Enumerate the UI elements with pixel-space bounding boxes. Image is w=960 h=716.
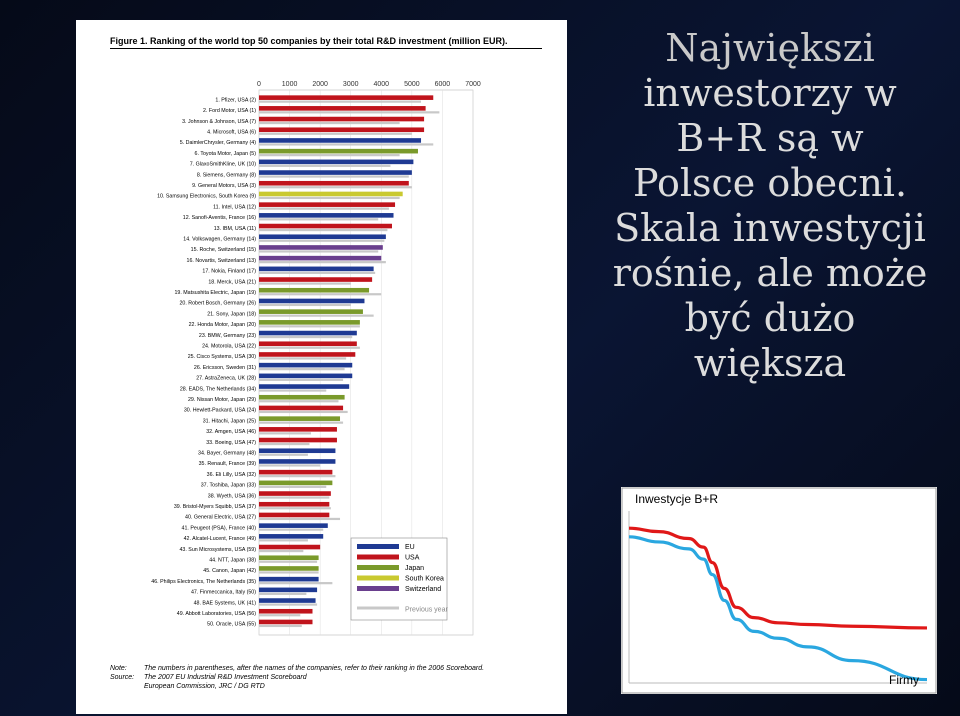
bar (259, 224, 392, 229)
category-label: 35. Renault, France (39) (198, 461, 256, 468)
bar-previous-year (259, 593, 306, 595)
category-label: 43. Sun Microsystems, USA (59) (179, 546, 256, 553)
bar-previous-year (259, 304, 351, 306)
bar (259, 127, 424, 132)
category-label: 20. Robert Bosch, Germany (26) (179, 300, 256, 307)
mini-chart-xlabel: Firmy (889, 673, 919, 687)
bar-previous-year (259, 389, 326, 391)
slide-title-line: być dużo (684, 296, 856, 340)
category-label: 18. Merck, USA (21) (208, 279, 256, 286)
bar (259, 427, 337, 432)
bar-previous-year (259, 293, 381, 295)
category-label: 49. Abbott Laboratories, USA (56) (176, 610, 256, 617)
bar-previous-year (259, 539, 308, 541)
bar-previous-year (259, 496, 329, 498)
bar-previous-year (259, 218, 378, 220)
slide-title-line: większa (693, 341, 847, 385)
legend-label: South Korea (405, 575, 444, 583)
bar (259, 545, 320, 550)
category-label: 40. General Electric, USA (27) (185, 514, 256, 521)
category-label: 46. Philips Electronics, The Netherlands (35) (151, 578, 256, 585)
category-label: 25. Cisco Systems, USA (30) (187, 354, 256, 361)
slide-title (600, 26, 940, 386)
legend-swatch (357, 607, 399, 610)
legend-swatch (357, 555, 399, 560)
category-label: 14. Volkswagen, Germany (14) (183, 236, 256, 243)
category-label: 21. Sony, Japan (18) (207, 311, 256, 318)
bar (259, 502, 329, 507)
bar-previous-year (259, 122, 400, 124)
slide-title-line: rośnie, ale może (612, 251, 928, 295)
note-label: Note: (110, 665, 127, 672)
bar (259, 341, 357, 346)
category-label: 42. Alcatel-Lucent, France (49) (183, 536, 256, 543)
bar (259, 384, 349, 389)
bar-previous-year (259, 261, 386, 263)
legend-swatch (357, 544, 399, 549)
category-label: 8. Siemens, Germany (8) (196, 172, 256, 179)
category-label: 39. Bristol-Myers Squibb, USA (37) (173, 503, 256, 510)
category-label: 32. Amgen, USA (46) (206, 429, 256, 436)
ranking-bar-chart (76, 20, 567, 660)
bar-previous-year (259, 272, 375, 274)
source-line-2: European Commission, JRC / DG RTD (144, 683, 265, 690)
bar-previous-year (259, 197, 400, 199)
bar (259, 577, 319, 582)
bar-previous-year (259, 411, 348, 413)
bar-previous-year (259, 475, 335, 477)
legend-label: Previous year (405, 606, 448, 614)
bar (259, 513, 329, 518)
bar (259, 181, 409, 186)
category-label: 3. Johnson & Johnson, USA (7) (182, 118, 256, 125)
bar (259, 374, 352, 379)
ranking-chart-panel (76, 20, 567, 714)
curve-red (629, 528, 927, 628)
bar-previous-year (259, 400, 338, 402)
slide-title-line: Skala inwestycji (614, 206, 926, 250)
bar-previous-year (259, 336, 352, 338)
bar (259, 598, 316, 603)
category-label: 41. Peugeot (PSA), France (40) (181, 525, 256, 532)
category-label: 11. Intel, USA (12) (213, 204, 256, 211)
bar (259, 609, 313, 614)
category-label: 7. GlaxoSmithKline, UK (10) (189, 161, 256, 168)
bar (259, 149, 418, 154)
bar-previous-year (259, 111, 439, 113)
bar-previous-year (259, 518, 340, 520)
category-label: 9. General Motors, USA (3) (192, 182, 256, 189)
category-label: 33. Boeing, USA (47) (206, 439, 256, 446)
slide-title-line: B+R są w (676, 116, 864, 160)
bar (259, 234, 386, 239)
bar-previous-year (259, 175, 409, 177)
bar (259, 170, 412, 175)
category-label: 24. Motorola, USA (22) (202, 343, 256, 350)
bar-previous-year (259, 154, 400, 156)
bar (259, 438, 337, 443)
bar (259, 309, 363, 314)
legend-label: Japan (405, 565, 425, 572)
bar-previous-year (259, 603, 317, 605)
bar (259, 406, 343, 411)
bar-previous-year (259, 250, 378, 252)
bar-previous-year (259, 432, 311, 434)
category-label: 22. Honda Motor, Japan (20) (188, 322, 256, 329)
bar-previous-year (259, 379, 343, 381)
bar-previous-year (259, 315, 374, 317)
bar-previous-year (259, 571, 319, 573)
bar (259, 202, 395, 207)
investment-curve-chart (621, 487, 937, 694)
bar (259, 588, 317, 593)
x-tick-label: 4000 (373, 81, 390, 88)
bar (259, 277, 372, 282)
bar (259, 363, 352, 368)
bar-previous-year (259, 422, 343, 424)
bar (259, 534, 323, 539)
bar-previous-year (259, 550, 303, 552)
legend-swatch (357, 576, 399, 581)
category-label: 30. Hewlett-Packard, USA (24) (183, 407, 256, 414)
bar-previous-year (259, 208, 389, 210)
bar (259, 331, 357, 336)
category-label: 28. EADS, The Netherlands (34) (179, 386, 256, 393)
category-label: 45. Canon, Japan (42) (203, 568, 256, 575)
bar-previous-year (259, 529, 323, 531)
category-label: 26. Ericsson, Sweden (31) (193, 364, 256, 371)
bar (259, 160, 413, 165)
bar-previous-year (259, 347, 360, 349)
bar-previous-year (259, 507, 331, 509)
note-text: The numbers in parentheses, after the names of the companies, refer to their ranking in the 2006 Scoreboard. (144, 665, 485, 672)
legend-label: EU (405, 544, 415, 551)
legend-label: USA (405, 554, 420, 562)
category-label: 15. Roche, Switzerland (15) (190, 247, 256, 254)
x-tick-label: 0 (257, 81, 261, 88)
slide-title-line: Największi (665, 26, 875, 70)
slide-title-line: inwestorzy w (643, 71, 897, 115)
category-label: 10. Samsung Electronics, South Korea (9) (157, 193, 256, 200)
slide-title-line: Polsce obecni. (632, 161, 908, 205)
legend-swatch (357, 565, 399, 570)
bar (259, 256, 381, 261)
category-label: 5. DaimlerChrysler, Germany (4) (179, 140, 256, 147)
bar-previous-year (259, 368, 345, 370)
mini-frame (622, 488, 936, 693)
bar-previous-year (259, 282, 351, 284)
x-tick-label: 5000 (404, 81, 420, 88)
category-label: 4. Microsoft, USA (6) (207, 129, 256, 136)
bar (259, 192, 403, 197)
bar (259, 95, 433, 100)
bar-previous-year (259, 486, 326, 488)
bar (259, 106, 426, 111)
bar (259, 566, 319, 571)
category-label: 29. Nissan Motor, Japan (29) (187, 396, 256, 403)
figure-title: Figure 1. Ranking of the world top 50 companies by their total R&D investment (million EUR). (110, 36, 508, 46)
bar (259, 245, 383, 250)
category-label: 16. Novartis, Switzerland (13) (186, 257, 256, 264)
bar (259, 299, 364, 304)
category-label: 37. Toshiba, Japan (33) (200, 482, 256, 489)
bar (259, 459, 335, 464)
bar-previous-year (259, 186, 412, 188)
bar-previous-year (259, 325, 360, 327)
x-tick-label: 6000 (434, 81, 451, 88)
bar-previous-year (259, 133, 412, 135)
bar (259, 395, 345, 400)
category-label: 27. AstraZeneca, UK (28) (196, 375, 256, 382)
category-label: 36. Eli Lilly, USA (32) (206, 471, 256, 478)
bar (259, 523, 328, 528)
category-label: 38. Wyeth, USA (36) (207, 493, 256, 500)
category-label: 48. BAE Systems, UK (41) (193, 600, 256, 607)
bar (259, 213, 394, 218)
bar (259, 491, 331, 496)
bar-previous-year (259, 443, 309, 445)
legend-label: Switzerland (405, 586, 442, 593)
bar-previous-year (259, 357, 346, 359)
mini-chart-title: Inwestycje B+R (635, 492, 719, 506)
bar-previous-year (259, 625, 302, 627)
category-label: 17. Nokia, Finland (17) (202, 268, 256, 275)
x-tick-label: 3000 (342, 81, 359, 88)
x-tick-label: 1000 (281, 81, 298, 88)
category-label: 44. NTT, Japan (38) (209, 557, 256, 564)
figure-notes (110, 664, 484, 691)
legend-swatch (357, 586, 399, 591)
bar (259, 481, 332, 486)
bar-previous-year (259, 165, 390, 167)
category-label: 12. Sanofi-Aventis, France (16) (182, 215, 256, 222)
bar-previous-year (259, 143, 433, 145)
bar (259, 555, 319, 560)
bar (259, 117, 424, 122)
x-tick-label: 7000 (465, 81, 481, 88)
bar-previous-year (259, 240, 384, 242)
category-label: 19. Matsushita Electric, Japan (19) (174, 289, 256, 296)
category-label: 13. IBM, USA (11) (213, 225, 256, 232)
bar (259, 288, 369, 293)
category-label: 50. Oracle, USA (55) (207, 621, 256, 628)
bar (259, 448, 335, 453)
bar (259, 620, 313, 625)
bar (259, 267, 374, 272)
bar-previous-year (259, 614, 300, 616)
source-line-1: The 2007 EU Industrial R&D Investment Scoreboard (144, 674, 307, 681)
bar (259, 320, 360, 325)
investment-curve-panel (621, 487, 937, 694)
bar-previous-year (259, 454, 308, 456)
category-label: 1. Pfizer, USA (2) (215, 97, 256, 104)
source-label: Source: (110, 674, 135, 681)
bar-previous-year (259, 101, 421, 103)
curve-blue (629, 537, 927, 680)
bar-previous-year (259, 561, 317, 563)
bar (259, 470, 332, 475)
category-label: 31. Hitachi, Japan (25) (202, 418, 256, 425)
category-label: 34. Bayer, Germany (48) (198, 450, 256, 457)
category-label: 47. Finmeccanica, Italy (50) (190, 589, 256, 596)
category-label: 2. Ford Motor, USA (1) (203, 108, 256, 115)
bar (259, 416, 340, 421)
bar-previous-year (259, 582, 332, 584)
x-tick-label: 2000 (312, 81, 328, 88)
category-label: 23. BMW, Germany (23) (198, 332, 256, 339)
bar-previous-year (259, 229, 387, 231)
bar (259, 352, 355, 357)
bar (259, 138, 421, 143)
category-label: 6. Toyota Motor, Japan (5) (194, 150, 256, 157)
bar-previous-year (259, 464, 320, 466)
